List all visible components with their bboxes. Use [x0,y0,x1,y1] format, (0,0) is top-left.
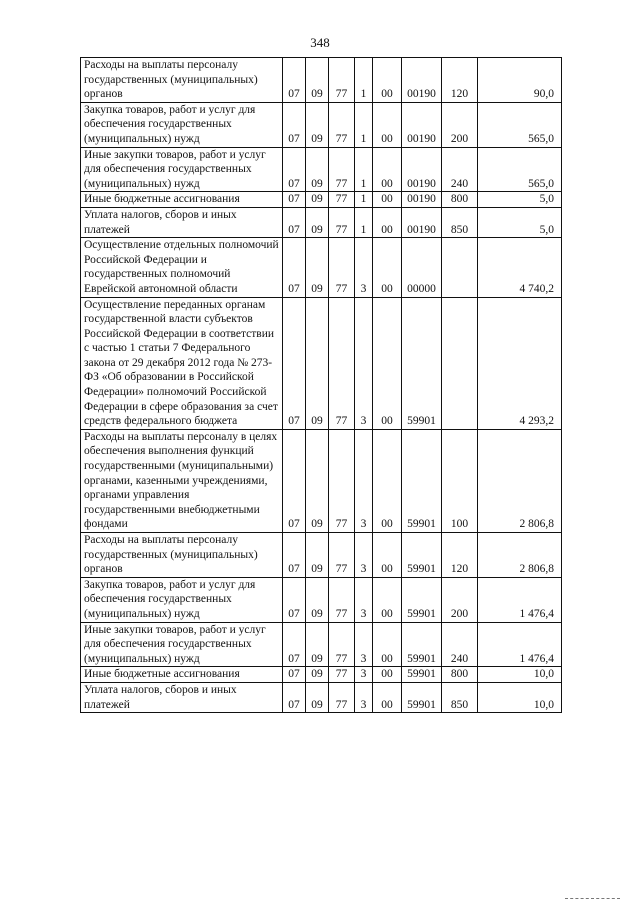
row-description: Иные бюджетные ассигнования [81,667,283,683]
table-row [81,577,562,622]
row-program-code: 77 [329,192,355,208]
row-direction-code: 00190 [402,192,442,208]
row-subsection-code: 09 [306,147,329,192]
row-subsection-code: 09 [306,58,329,103]
row-group-code: 00 [373,682,402,712]
row-section-code: 07 [283,577,306,622]
row-program-code: 77 [329,682,355,712]
row-subprogram-code: 3 [355,238,373,297]
row-amount: 90,0 [478,58,562,103]
row-section-code: 07 [283,207,306,237]
row-description: Уплата налогов, сборов и иных платежей [81,207,283,237]
row-amount: 10,0 [478,682,562,712]
row-direction-code: 00000 [402,238,442,297]
row-direction-code: 59901 [402,667,442,683]
row-program-code: 77 [329,577,355,622]
row-expense-type-code [442,238,478,297]
row-subprogram-code: 1 [355,102,373,147]
row-amount: 2 806,8 [478,429,562,532]
row-program-code: 77 [329,207,355,237]
row-amount: 2 806,8 [478,533,562,578]
row-direction-code: 59901 [402,429,442,532]
row-section-code: 07 [283,192,306,208]
row-subsection-code: 09 [306,238,329,297]
row-subsection-code: 09 [306,429,329,532]
row-expense-type-code: 200 [442,102,478,147]
row-direction-code: 00190 [402,147,442,192]
row-program-code: 77 [329,297,355,429]
row-expense-type-code: 800 [442,192,478,208]
row-subprogram-code: 1 [355,58,373,103]
row-subsection-code: 09 [306,297,329,429]
row-program-code: 77 [329,238,355,297]
row-section-code: 07 [283,667,306,683]
row-group-code: 00 [373,102,402,147]
page-mark [565,898,620,900]
table-row [81,102,562,147]
row-description: Закупка товаров, работ и услуг для обеспечения государственных (муниципальных) нужд [81,102,283,147]
row-program-code: 77 [329,667,355,683]
row-amount: 4 293,2 [478,297,562,429]
budget-table-body [81,58,562,713]
row-expense-type-code: 120 [442,533,478,578]
row-program-code: 77 [329,429,355,532]
table-row [81,667,562,683]
row-subprogram-code: 1 [355,192,373,208]
row-subprogram-code: 3 [355,622,373,667]
table-row [81,147,562,192]
row-description: Иные закупки товаров, работ и услуг для обеспечения государственных (муниципальных) нужд [81,147,283,192]
row-expense-type-code: 240 [442,622,478,667]
row-subsection-code: 09 [306,533,329,578]
row-expense-type-code: 120 [442,58,478,103]
row-subsection-code: 09 [306,577,329,622]
row-group-code: 00 [373,297,402,429]
row-description: Осуществление отдельных полномочий Российской Федерации и государственных полномочий Еврейской автономной области [81,238,283,297]
row-direction-code: 59901 [402,622,442,667]
row-amount: 5,0 [478,192,562,208]
row-section-code: 07 [283,238,306,297]
row-expense-type-code: 850 [442,682,478,712]
row-subprogram-code: 3 [355,429,373,532]
table-row [81,238,562,297]
row-section-code: 07 [283,682,306,712]
row-program-code: 77 [329,102,355,147]
row-program-code: 77 [329,58,355,103]
row-group-code: 00 [373,533,402,578]
row-description: Иные закупки товаров, работ и услуг для обеспечения государственных (муниципальных) нужд [81,622,283,667]
row-section-code: 07 [283,429,306,532]
row-description: Закупка товаров, работ и услуг для обеспечения государственных (муниципальных) нужд [81,577,283,622]
row-program-code: 77 [329,533,355,578]
row-description: Расходы на выплаты персоналу государственных (муниципальных) органов [81,58,283,103]
row-subprogram-code: 3 [355,682,373,712]
row-section-code: 07 [283,533,306,578]
row-subprogram-code: 3 [355,297,373,429]
row-subprogram-code: 3 [355,533,373,578]
row-subprogram-code: 3 [355,667,373,683]
row-group-code: 00 [373,147,402,192]
row-section-code: 07 [283,102,306,147]
row-direction-code: 59901 [402,297,442,429]
row-subsection-code: 09 [306,102,329,147]
table-row [81,682,562,712]
row-subsection-code: 09 [306,682,329,712]
row-expense-type-code: 850 [442,207,478,237]
table-row [81,533,562,578]
row-group-code: 00 [373,667,402,683]
row-direction-code: 59901 [402,577,442,622]
row-direction-code: 00190 [402,58,442,103]
row-amount: 1 476,4 [478,622,562,667]
row-direction-code: 59901 [402,682,442,712]
row-group-code: 00 [373,622,402,667]
row-description: Иные бюджетные ассигнования [81,192,283,208]
row-group-code: 00 [373,192,402,208]
row-group-code: 00 [373,429,402,532]
row-expense-type-code: 240 [442,147,478,192]
row-group-code: 00 [373,58,402,103]
table-row [81,207,562,237]
row-expense-type-code: 100 [442,429,478,532]
row-section-code: 07 [283,622,306,667]
row-description: Уплата налогов, сборов и иных платежей [81,682,283,712]
row-program-code: 77 [329,622,355,667]
row-program-code: 77 [329,147,355,192]
row-amount: 565,0 [478,102,562,147]
row-subsection-code: 09 [306,192,329,208]
row-subsection-code: 09 [306,667,329,683]
row-description: Расходы на выплаты персоналу в целях обеспечения выполнения функций государственными (муниципальными) органами, казенными учреждениями, органами управления государственными внебюджетными фондами [81,429,283,532]
row-direction-code: 00190 [402,207,442,237]
table-row [81,297,562,429]
row-group-code: 00 [373,577,402,622]
row-amount: 10,0 [478,667,562,683]
row-expense-type-code: 200 [442,577,478,622]
row-expense-type-code [442,297,478,429]
row-expense-type-code: 800 [442,667,478,683]
row-description: Осуществление переданных органам государственной власти субъектов Российской Федерации в соответствии с частью 1 статьи 7 Федерального закона от 29 декабря 2012 года № 273-ФЗ «Об образовании в Российской Федерации» полномочий Российской Федерации в сфере образования за счет средств федерального бюджета [81,297,283,429]
row-group-code: 00 [373,207,402,237]
page-number: 348 [310,35,330,50]
row-amount: 5,0 [478,207,562,237]
row-direction-code: 00190 [402,102,442,147]
row-subprogram-code: 1 [355,147,373,192]
row-amount: 4 740,2 [478,238,562,297]
row-subprogram-code: 1 [355,207,373,237]
row-amount: 1 476,4 [478,577,562,622]
table-row [81,429,562,532]
budget-table [80,57,562,713]
row-group-code: 00 [373,238,402,297]
row-direction-code: 59901 [402,533,442,578]
row-description: Расходы на выплаты персоналу государственных (муниципальных) органов [81,533,283,578]
row-section-code: 07 [283,297,306,429]
table-row [81,622,562,667]
table-row [81,58,562,103]
row-amount: 565,0 [478,147,562,192]
row-subsection-code: 09 [306,622,329,667]
row-section-code: 07 [283,58,306,103]
table-row [81,192,562,208]
row-section-code: 07 [283,147,306,192]
row-subsection-code: 09 [306,207,329,237]
row-subprogram-code: 3 [355,577,373,622]
